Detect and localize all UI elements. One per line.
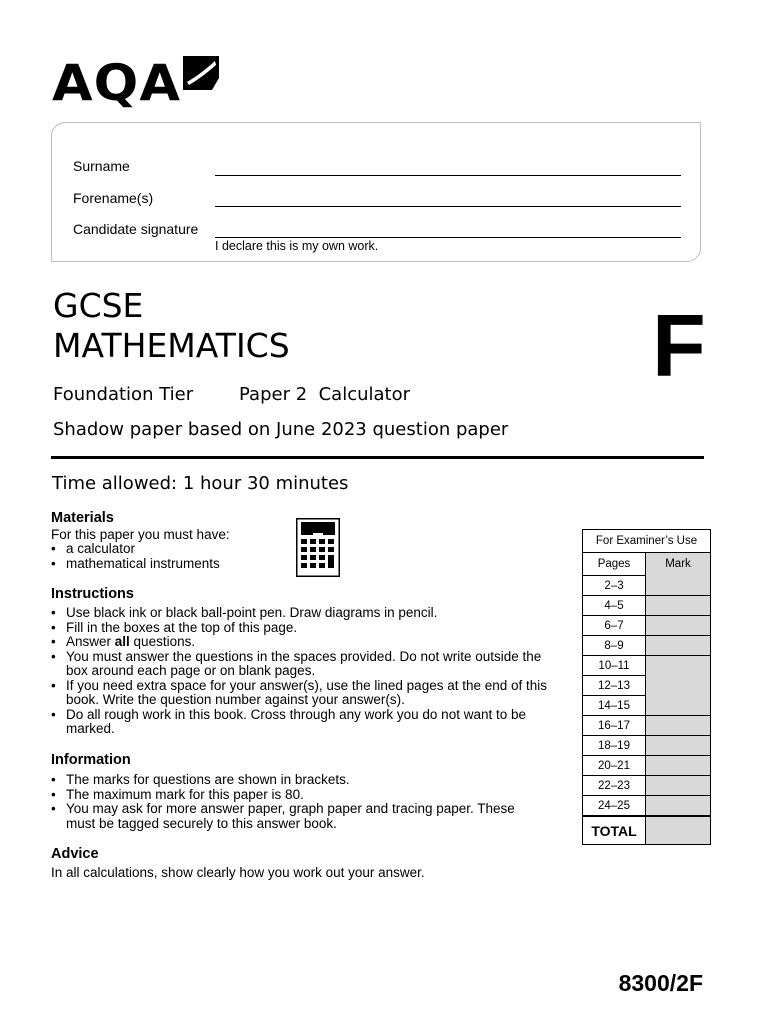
mark-cell[interactable] bbox=[646, 656, 711, 716]
signature-label: Candidate signature bbox=[73, 221, 199, 237]
list-item: • Fill in the boxes at the top of this page. bbox=[51, 621, 551, 636]
time-allowed: Time allowed: 1 hour 30 minutes bbox=[52, 473, 349, 494]
surname-label: Surname bbox=[73, 158, 130, 174]
pages-cell: 16–17 bbox=[583, 716, 646, 736]
divider bbox=[51, 456, 704, 459]
tier-letter: F bbox=[652, 296, 706, 395]
advice-heading: Advice bbox=[51, 846, 99, 862]
mark-header: Mark bbox=[646, 553, 711, 596]
examiners-use-table bbox=[582, 529, 711, 845]
calculator-icon bbox=[296, 518, 340, 577]
mark-cell[interactable] bbox=[646, 596, 711, 616]
pages-cell: 2–3 bbox=[583, 576, 646, 596]
answer-emphasis: all bbox=[114, 634, 130, 649]
signature-field[interactable] bbox=[215, 237, 681, 238]
list-item: • Do all rough work in this book. Cross through any work you do not want to be marked. bbox=[51, 708, 551, 737]
total-mark-cell[interactable] bbox=[646, 816, 711, 845]
pages-cell: 14–15 bbox=[583, 696, 646, 716]
information-heading: Information bbox=[51, 752, 131, 768]
pages-cell: 6–7 bbox=[583, 616, 646, 636]
information-list bbox=[51, 773, 521, 831]
paper-code: 8300/2F bbox=[618, 970, 703, 996]
list-item: • Use black ink or black ball-point pen. Draw diagrams in pencil. bbox=[51, 606, 551, 621]
mark-cell[interactable] bbox=[646, 616, 711, 636]
list-item: • You may ask for more answer paper, graph paper and tracing paper. These must be tagged securely to this answer book. bbox=[51, 802, 521, 831]
mark-cell[interactable] bbox=[646, 776, 711, 796]
list-item bbox=[51, 635, 551, 650]
answer-suffix: questions. bbox=[129, 634, 196, 649]
materials-list bbox=[51, 542, 281, 571]
pages-cell: 8–9 bbox=[583, 636, 646, 656]
pages-cell: 18–19 bbox=[583, 736, 646, 756]
instructions-heading: Instructions bbox=[51, 586, 134, 602]
pages-cell: 20–21 bbox=[583, 756, 646, 776]
pages-header: Pages bbox=[583, 553, 646, 576]
surname-field[interactable] bbox=[215, 175, 681, 176]
list-item: • If you need extra space for your answer(s), use the lined pages at the end of this book. Write the question number against your answer(s). bbox=[51, 679, 551, 708]
materials-heading: Materials bbox=[51, 510, 114, 526]
forename-field[interactable] bbox=[215, 206, 681, 207]
mark-cell[interactable] bbox=[646, 716, 711, 736]
mark-cell[interactable] bbox=[646, 636, 711, 656]
aqa-logo bbox=[52, 54, 219, 112]
forename-label: Forename(s) bbox=[73, 190, 154, 206]
list-item: • a calculator bbox=[51, 542, 281, 557]
declaration-text: I declare this is my own work. bbox=[215, 239, 379, 253]
list-item: • The marks for questions are shown in brackets. bbox=[51, 773, 521, 788]
list-item: • The maximum mark for this paper is 80. bbox=[51, 788, 521, 803]
pages-cell: 24–25 bbox=[583, 796, 646, 817]
shadow-note: Shadow paper based on June 2023 question paper bbox=[53, 419, 509, 440]
qualification-title: GCSE bbox=[53, 286, 144, 325]
advice-text: In all calculations, show clearly how you work out your answer. bbox=[51, 865, 425, 880]
mark-cell[interactable] bbox=[646, 796, 711, 817]
mark-cell[interactable] bbox=[646, 736, 711, 756]
materials-intro: For this paper you must have: bbox=[51, 527, 230, 542]
list-item: • mathematical instruments bbox=[51, 557, 281, 572]
pages-cell: 12–13 bbox=[583, 676, 646, 696]
answer-prefix: Answer bbox=[66, 634, 115, 649]
list-item: • You must answer the questions in the spaces provided. Do not write outside the box around each page or on blank pages. bbox=[51, 650, 551, 679]
tier-label: Foundation Tier bbox=[53, 384, 194, 405]
pages-cell: 10–11 bbox=[583, 656, 646, 676]
pages-cell: 22–23 bbox=[583, 776, 646, 796]
paper-label: Paper 2 Calculator bbox=[239, 384, 410, 405]
examiners-use-title: For Examiner’s Use bbox=[583, 530, 711, 553]
pages-cell: 4–5 bbox=[583, 596, 646, 616]
subject-title: MATHEMATICS bbox=[53, 326, 290, 365]
instructions-list bbox=[51, 606, 551, 737]
aqa-swoosh-icon bbox=[183, 56, 219, 90]
logo-text: AQA bbox=[52, 54, 182, 112]
total-label: TOTAL bbox=[583, 816, 646, 845]
mark-cell[interactable] bbox=[646, 756, 711, 776]
